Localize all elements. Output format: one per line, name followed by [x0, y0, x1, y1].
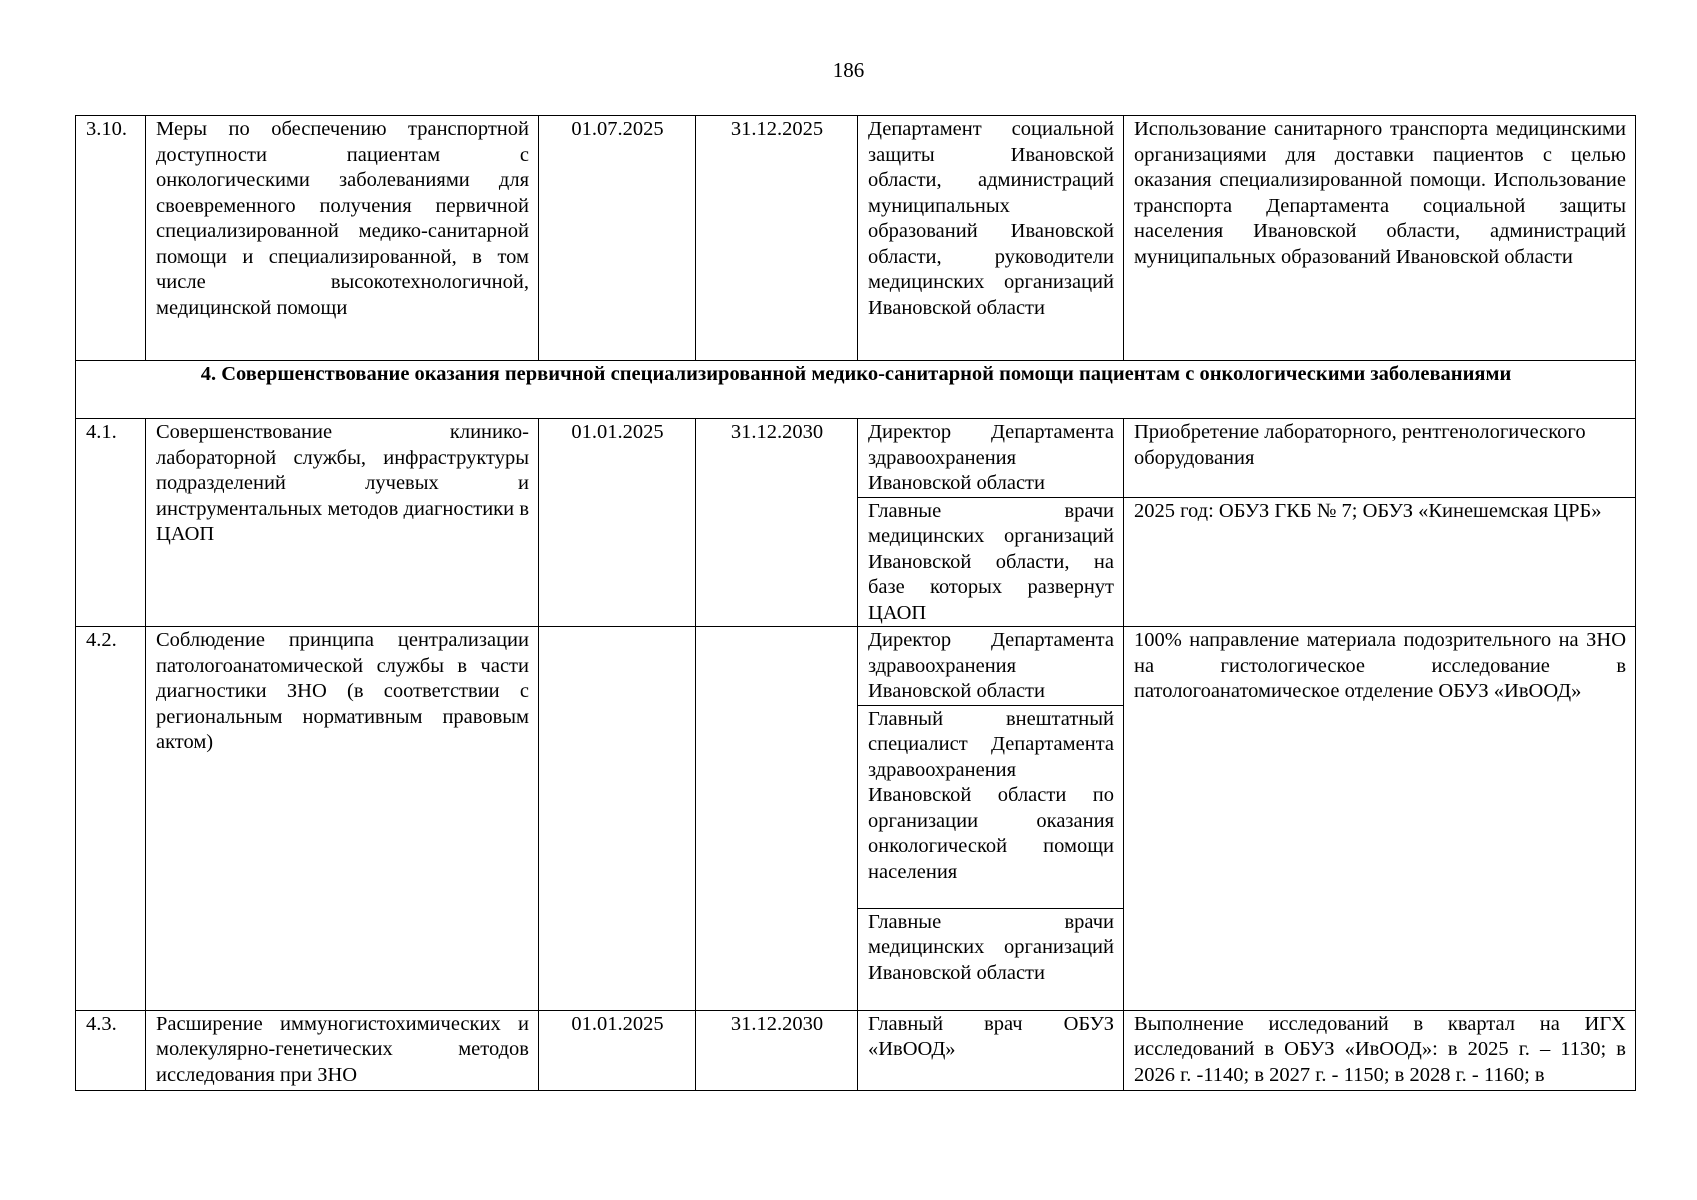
- item-number: 4.2.: [76, 627, 146, 1011]
- table-row-3-10: [76, 116, 1636, 361]
- start-date-cell: [539, 627, 696, 1011]
- action-plan-table: [75, 115, 1636, 1091]
- responsible-cell: Главный внештатный специалист Департамента здравоохранения Ивановской области по организации оказания онкологической помощи населения: [858, 705, 1124, 908]
- end-date-cell: 31.12.2030: [696, 1010, 858, 1090]
- start-date-cell: 01.01.2025: [539, 419, 696, 627]
- item-number: 4.1.: [76, 419, 146, 627]
- measure-cell: Расширение иммуногистохимических и молекулярно-генетических методов исследования при ЗНО: [146, 1010, 539, 1090]
- item-number: 4.3.: [76, 1010, 146, 1090]
- result-cell: Приобретение лабораторного, рентгенологического оборудования: [1124, 419, 1636, 498]
- end-date-cell: 31.12.2030: [696, 419, 858, 627]
- end-date-cell: [696, 627, 858, 1011]
- item-number: 3.10.: [76, 116, 146, 361]
- responsible-cell: Департамент социальной защиты Ивановской области, администраций муниципальных образований Ивановской области, руководители медицинских организаций Ивановской области: [858, 116, 1124, 361]
- table-row-4-3: [76, 1010, 1636, 1090]
- responsible-cell: Директор Департамента здравоохранения Ивановской области: [858, 419, 1124, 498]
- table-row-4-2: [76, 627, 1636, 706]
- section-heading-row: [76, 361, 1636, 419]
- measure-cell: Совершенствование клинико-лабораторной службы, инфраструктуры подразделений лучевых и инструментальных методов диагностики в ЦАОП: [146, 419, 539, 627]
- result-cell: Использование санитарного транспорта медицинскими организациями для доставки пациентов с целью оказания специализированной помощи. Использование транспорта Департамента социальной защиты населения Ивановской области, администраций муниципальных образований Ивановской области: [1124, 116, 1636, 361]
- start-date-cell: 01.01.2025: [539, 1010, 696, 1090]
- end-date-cell: 31.12.2025: [696, 116, 858, 361]
- responsible-cell: Директор Департамента здравоохранения Ивановской области: [858, 627, 1124, 706]
- result-cell: 100% направление материала подозрительного на ЗНО на гистологическое исследование в патологоанатомическое отделение ОБУЗ «ИвООД»: [1124, 627, 1636, 1011]
- measure-cell: Соблюдение принципа централизации патологоанатомической службы в части диагностики ЗНО (в соответствии с региональным нормативным правовым актом): [146, 627, 539, 1011]
- responsible-cell: Главный врач ОБУЗ «ИвООД»: [858, 1010, 1124, 1090]
- start-date-cell: 01.07.2025: [539, 116, 696, 361]
- table-row-4-1: [76, 419, 1636, 498]
- result-cell: 2025 год: ОБУЗ ГКБ № 7; ОБУЗ «Кинешемская ЦРБ»: [1124, 497, 1636, 627]
- section-title: 4. Совершенствование оказания первичной специализированной медико-санитарной помощи пациентам с онкологическими заболеваниями: [76, 361, 1636, 419]
- responsible-cell: Главные врачи медицинских организаций Ивановской области: [858, 908, 1124, 1010]
- responsible-cell: Главные врачи медицинских организаций Ивановской области, на базе которых развернут ЦАОП: [858, 497, 1124, 627]
- result-cell: Выполнение исследований в квартал на ИГХ исследований в ОБУЗ «ИвООД»: в 2025 г. – 1130; в 2026 г. -1140; в 2027 г. - 1150; в 2028 г. - 1160; в: [1124, 1010, 1636, 1090]
- measure-cell: Меры по обеспечению транспортной доступности пациентам с онкологическими заболеваниями для своевременного получения первичной специализированной медико-санитарной помощи и специализированной, в том числе высокотехнологичной, медицинской помощи: [146, 116, 539, 361]
- page-number: 186: [832, 58, 865, 82]
